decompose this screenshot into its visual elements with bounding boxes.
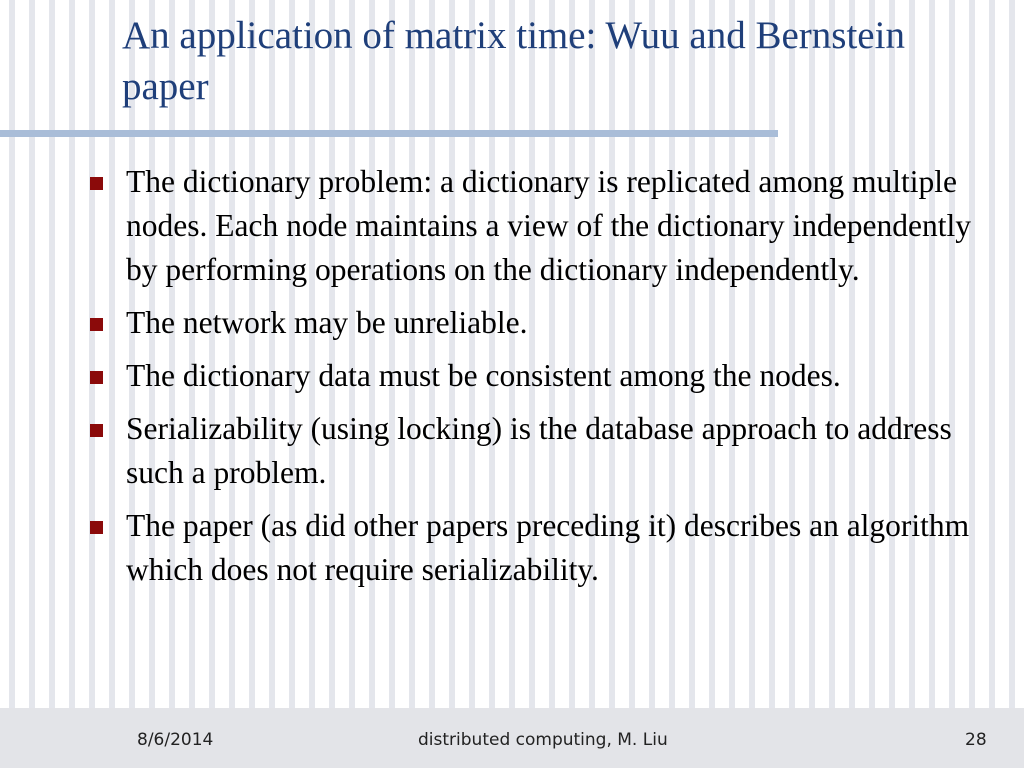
bullet-text: The paper (as did other papers preceding it) describes an algorithm which does not require serializability.: [126, 508, 970, 587]
bullet-list: [88, 160, 978, 601]
square-bullet-icon: [90, 371, 103, 384]
title-divider: [0, 130, 778, 137]
bullet-text: The dictionary problem: a dictionary is replicated among multiple nodes. Each node maintains a view of the dictionary independently by performing operations on the dictionary independently.: [126, 164, 971, 287]
square-bullet-icon: [90, 318, 103, 331]
bullet-item: [88, 354, 978, 398]
square-bullet-icon: [90, 521, 103, 534]
bullet-text: The network may be unreliable.: [126, 305, 528, 340]
square-bullet-icon: [90, 424, 103, 437]
bullet-item: [88, 504, 978, 592]
footer-course: distributed computing, M. Liu: [418, 730, 668, 750]
bullet-item: [88, 407, 978, 495]
slide-title: An application of matrix time: Wuu and Bernstein paper: [122, 14, 905, 108]
square-bullet-icon: [90, 177, 103, 190]
bullet-text: The dictionary data must be consistent among the nodes.: [126, 358, 841, 393]
bullet-item: [88, 160, 978, 292]
bullet-text: Serializability (using locking) is the database approach to address such a problem.: [126, 411, 952, 490]
footer-date: 8/6/2014: [137, 730, 214, 750]
bullet-item: [88, 301, 978, 345]
slide-number: 28: [965, 730, 987, 750]
